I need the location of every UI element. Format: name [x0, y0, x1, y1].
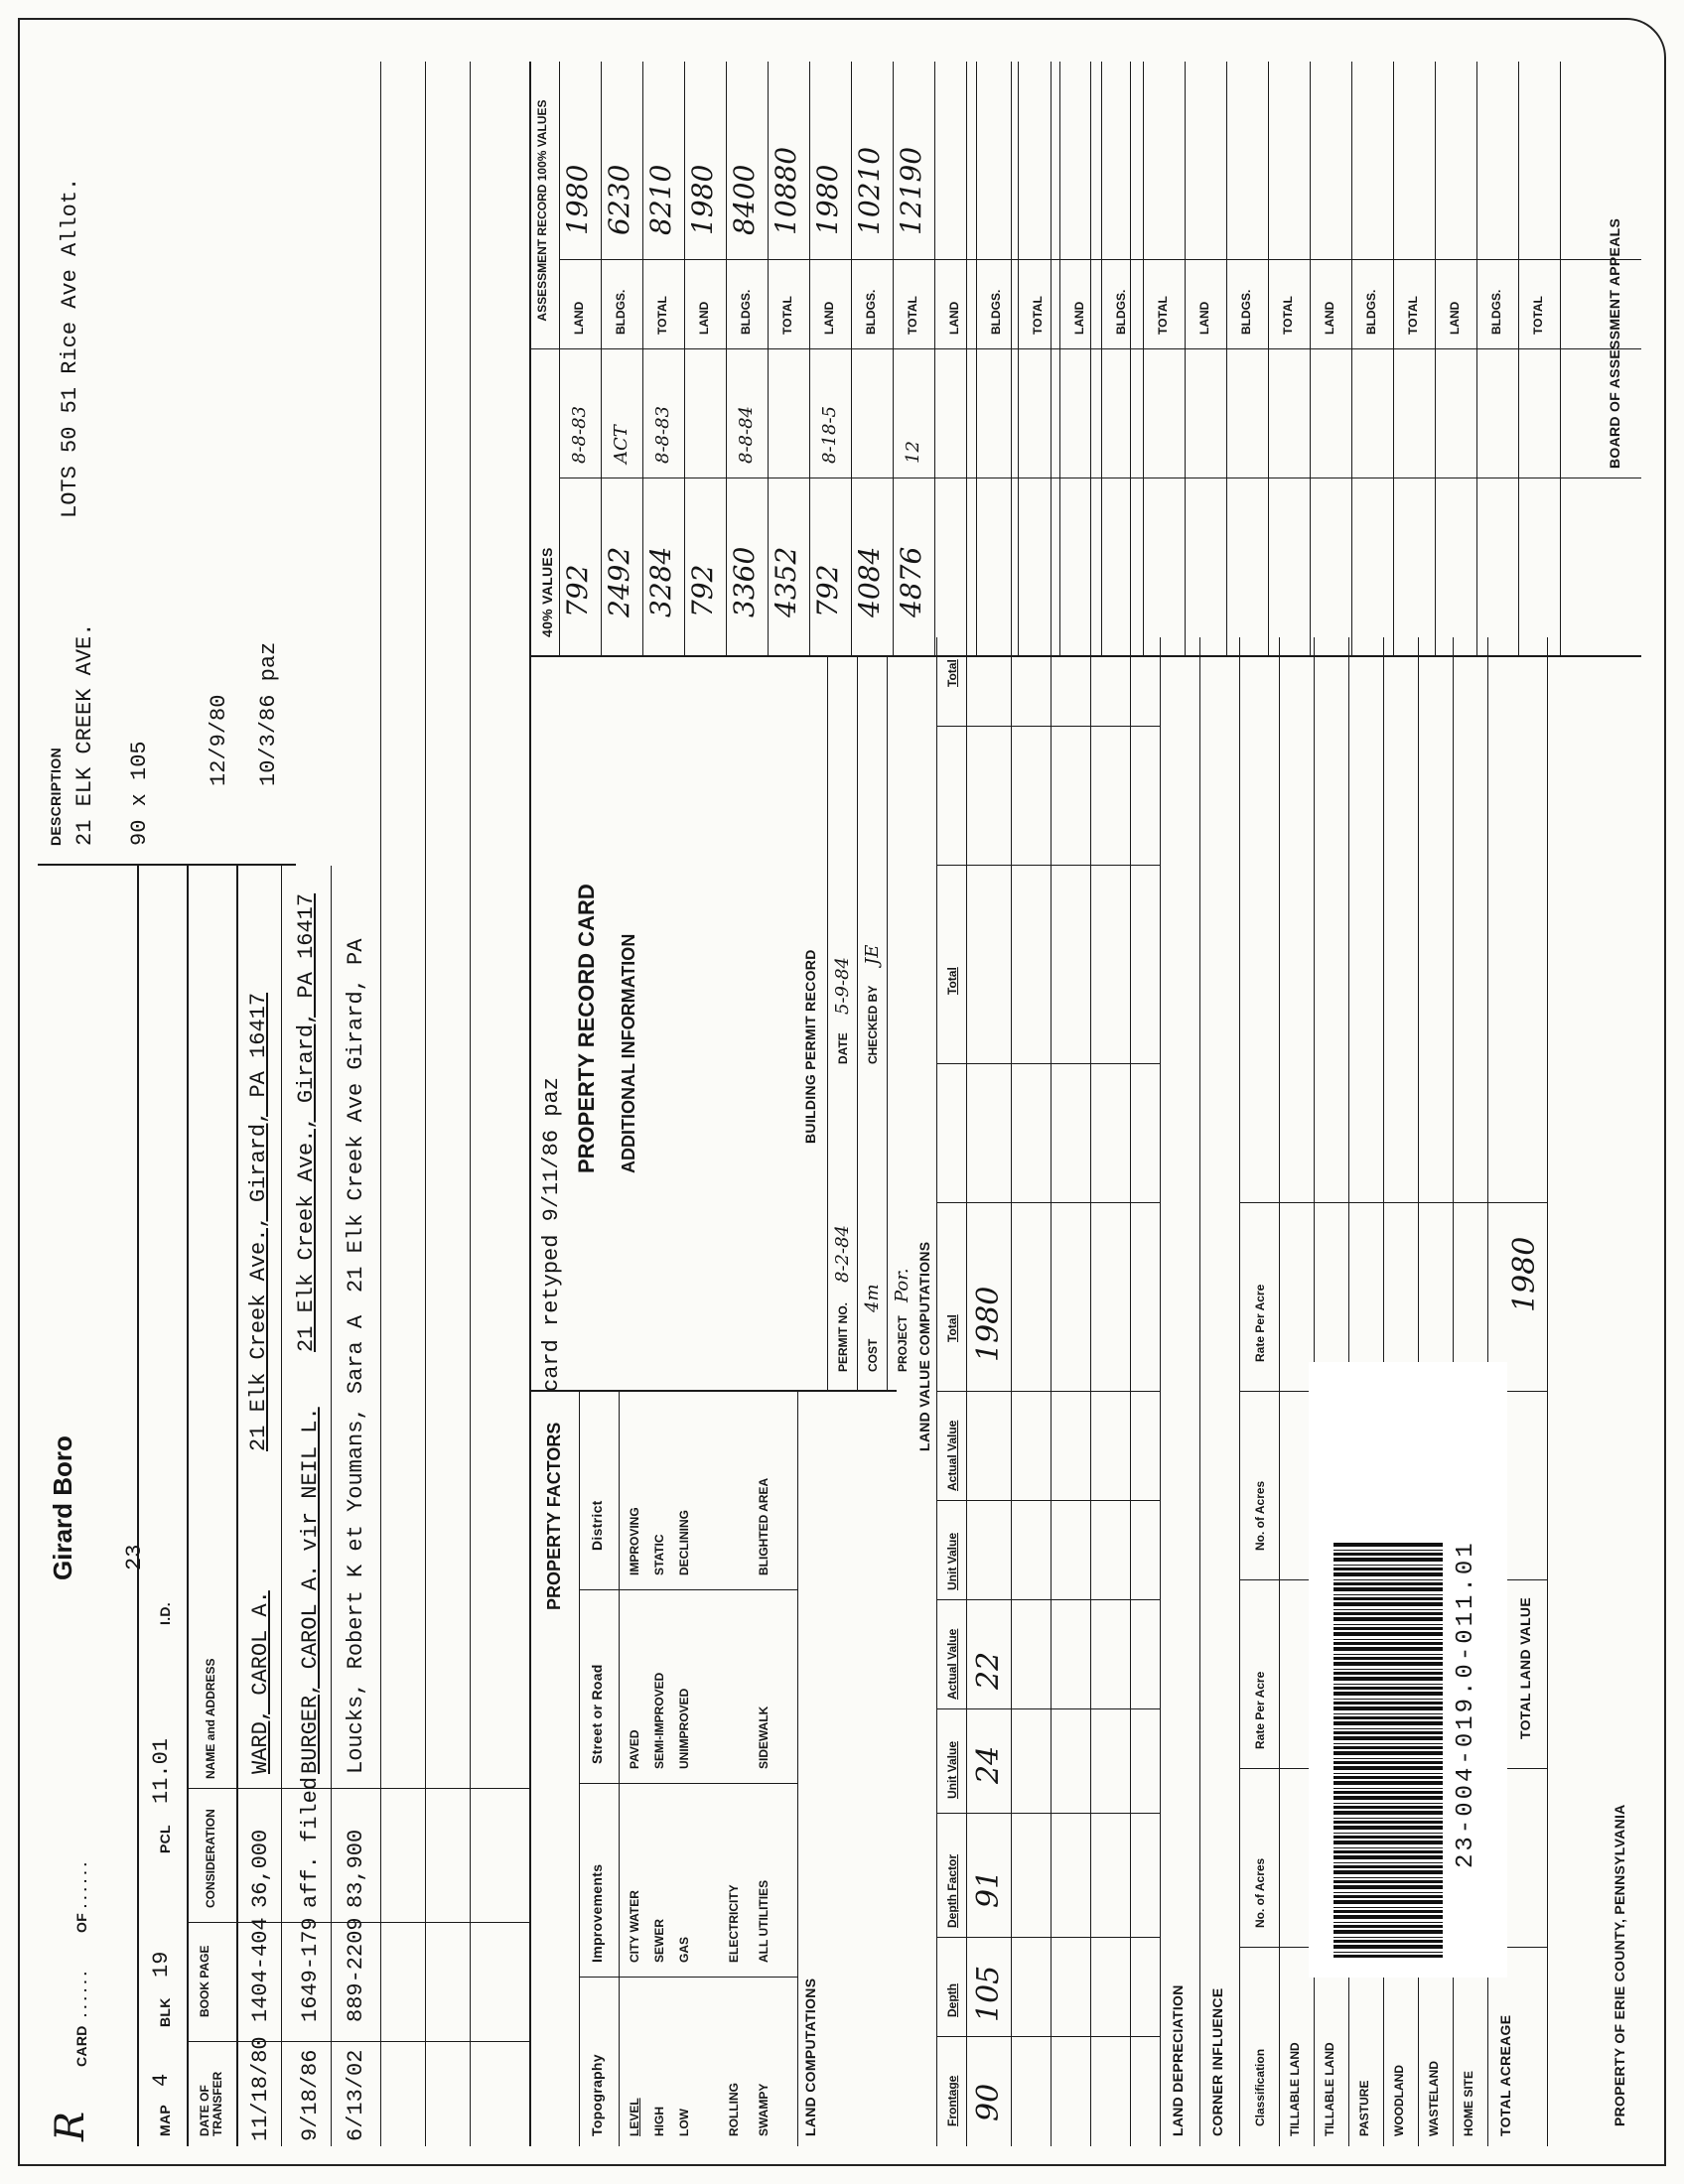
permit-no-label: PERMIT NO. [836, 1301, 850, 1372]
retyped-note: card retyped 9/11/86 paz [539, 1077, 564, 1392]
assessment-row-label: TOTAL [1156, 296, 1170, 335]
value100-cell: 1980 [811, 164, 844, 235]
additional-info: ADDITIONAL INFORMATION [619, 933, 638, 1173]
value40-cell: 2492 [603, 546, 635, 617]
assessment-row-line [726, 62, 727, 657]
transfer-name-1: WARD, CAROL A. [248, 1590, 273, 1774]
of-label: OF [73, 1912, 89, 1933]
assessment-row-label: BLDGS. [1489, 289, 1503, 335]
pcl-label: PCL [157, 1825, 173, 1853]
blk-label: BLK [157, 1997, 173, 2027]
assessment-row-line [1351, 62, 1352, 657]
assessment-row-label: LAND [1448, 301, 1462, 335]
assessment-row-label: TOTAL [1531, 296, 1545, 335]
footer-right: BOARD OF ASSESSMENT APPEALS [1607, 217, 1622, 469]
assessment-row-label: LAND [1323, 301, 1336, 335]
transfer-address-3: 21 Elk Creek Ave Girard, PA [344, 938, 368, 1293]
total-acreage: TOTAL ACREAGE [1497, 2014, 1513, 2136]
record-card-title: PROPERTY RECORD CARD [574, 884, 599, 1173]
col-district: District [589, 1500, 605, 1551]
pcl-value: 11.01 [149, 1737, 174, 1804]
corner-influence-title: CORNER INFLUENCE [1209, 1987, 1225, 2136]
assessment-row-line [1310, 62, 1311, 657]
district-blighted: BLIGHTED AREA [757, 1477, 771, 1575]
total-land-value-label: TOTAL LAND VALUE [1517, 1597, 1533, 1739]
col-classification: Classification [1253, 2048, 1267, 2126]
assessment-row-line [1018, 62, 1019, 657]
col-consideration: CONSIDERATION [204, 1809, 217, 1908]
cost-label: COST [866, 1338, 880, 1372]
assessment-row-line [851, 62, 852, 657]
district-declining: DECLINING [677, 1510, 691, 1575]
assessment-row-label: BLDGS. [1364, 289, 1378, 335]
transfer-note-1: 12/9/80 [207, 694, 231, 786]
col-frontage: Frontage [945, 2075, 959, 2126]
permit-no-value: 8-2-84 [832, 1225, 853, 1283]
assessment-row-line [1185, 62, 1186, 657]
transfer-date-2: 9/18/86 [298, 2049, 323, 2141]
col-total-3: Total [945, 659, 959, 687]
actual-value-value: 22 [971, 1651, 1006, 1690]
assessment-row-label: BLDGS. [1239, 289, 1253, 335]
col-actual-value-2: Actual Value [945, 1420, 959, 1491]
description-line2: 90 x 105 [127, 741, 152, 846]
assessment-row-line [601, 62, 602, 657]
assessment-row-line [1226, 62, 1227, 657]
lvc-total-value: 1980 [971, 1286, 1006, 1362]
col-no-acres-2: No. of Acres [1253, 1480, 1267, 1551]
col-street: Street or Road [589, 1664, 605, 1764]
topo-low: LOW [677, 2109, 691, 2136]
value40-cell: 4084 [853, 546, 886, 617]
property-record-card [18, 18, 1666, 2166]
land-value-computations-title: LAND VALUE COMPUTATIONS [916, 1241, 932, 1451]
description-lots: LOTS 50 51 Rice Ave Allot. [58, 177, 82, 518]
depth-value: 105 [971, 1965, 1006, 2022]
of-dots: . . . . . . [73, 1861, 89, 1908]
col-rate-2: Rate Per Acre [1253, 1284, 1267, 1362]
corner-mark: R [48, 2111, 93, 2141]
class-tillable-2: TILLABLE LAND [1323, 2042, 1336, 2136]
transfer-consideration-1: 36,000 [248, 1829, 273, 1908]
district-static: STATIC [652, 1534, 666, 1575]
assessment-row-line [809, 62, 810, 657]
assessment-row-label: LAND [572, 301, 586, 335]
parcel-barcode [1333, 1541, 1443, 1958]
col-rate-1: Rate Per Acre [1253, 1671, 1267, 1749]
card-dots: . . . . . . [73, 1971, 89, 2017]
assessment-row-line [1101, 62, 1102, 657]
assessment-row-label: BLDGS. [739, 289, 753, 335]
assessment-date-cell: 8-8-84 [736, 406, 757, 464]
col-depth-factor: Depth Factor [945, 1853, 959, 1928]
value100-cell: 6230 [603, 164, 635, 235]
assessment-date-cell: 12 [903, 441, 923, 464]
assessment-row-label: TOTAL [1406, 296, 1420, 335]
assessment-row-line [768, 62, 769, 657]
card-label: CARD [73, 2025, 89, 2067]
assessment-row-label: LAND [947, 301, 961, 335]
assessment-row-line [684, 62, 685, 657]
assessment-date-cell: ACT [611, 425, 632, 464]
assessment-row-line [642, 62, 643, 657]
assessment-date-cell: 8-18-5 [819, 406, 840, 464]
transfer-address-2: 21 Elk Creek Ave., Girard, PA 16417 [294, 892, 319, 1352]
cost-value: 4m [862, 1284, 883, 1312]
class-pasture: PASTURE [1357, 2080, 1371, 2136]
col-unit-value-1: Unit Value [945, 1740, 959, 1799]
impr-city-water: CITY WATER [628, 1890, 641, 1963]
value40-cell: 792 [561, 564, 594, 617]
col-actual-value-1: Actual Value [945, 1628, 959, 1700]
total-land-value: 1980 [1507, 1236, 1542, 1312]
assessment-row-label: LAND [697, 301, 711, 335]
district-improving: IMPROVING [628, 1507, 641, 1575]
transfer-consideration-2: aff. filed [298, 1776, 323, 1908]
value100-cell: 1980 [561, 164, 594, 235]
date-value: 5-9-84 [832, 957, 853, 1015]
col-topography: Topography [589, 2054, 605, 2136]
topo-swampy: SWAMPY [757, 2083, 771, 2136]
col-total-1: Total [945, 1314, 959, 1342]
values40-label: 40% VALUES [539, 547, 555, 637]
col-book-page: BOOK PAGE [198, 1945, 211, 2017]
assessment-row-label: BLDGS. [864, 289, 878, 335]
class-wasteland: WASTELAND [1427, 2061, 1441, 2136]
value100-cell: 1980 [686, 164, 719, 235]
id-value: 23 [122, 1544, 147, 1570]
col-no-acres-1: No. of Acres [1253, 1857, 1267, 1928]
topo-rolling: ROLLING [727, 2083, 741, 2136]
footer-left: PROPERTY OF ERIE COUNTY, PENNSYLVANIA [1612, 1804, 1627, 2126]
assessment-row-line [1393, 62, 1394, 657]
assessment-row-label: BLDGS. [614, 289, 628, 335]
transfer-date-1: 11/18/80 [248, 2036, 273, 2141]
class-tillable-1: TILLABLE LAND [1288, 2042, 1302, 2136]
map-value: 4 [149, 2073, 174, 2087]
checked-value: JE [862, 944, 883, 965]
col-unit-value-2: Unit Value [945, 1532, 959, 1590]
value100-cell: 8400 [728, 164, 761, 235]
description-label: DESCRIPTION [48, 748, 64, 846]
land-depreciation-title: LAND DEPRECIATION [1170, 1984, 1186, 2136]
col-name-address: NAME and ADDRESS [204, 1658, 217, 1779]
impr-sewer: SEWER [652, 1918, 666, 1963]
transfer-name-3: Loucks, Robert K et Youmans, Sara A [344, 1314, 368, 1774]
value40-cell: 3284 [644, 546, 677, 617]
value40-cell: 4352 [770, 546, 802, 617]
assessment-row-line [1435, 62, 1436, 657]
street-sidewalk: SIDEWALK [757, 1706, 771, 1769]
assessment-row-line [934, 62, 935, 657]
assessment-row-label: LAND [1197, 301, 1211, 335]
value40-cell: 4876 [895, 546, 927, 617]
id-label: I.D. [157, 1602, 173, 1625]
class-woodland: WOODLAND [1392, 2065, 1406, 2136]
assessment-row-label: TOTAL [906, 296, 919, 335]
impr-electricity: ELECTRICITY [727, 1884, 741, 1963]
checked-label: CHECKED BY [866, 985, 880, 1064]
project-label: PROJECT [896, 1315, 910, 1372]
assessment-row-line [1476, 62, 1477, 657]
value100-cell: 8210 [644, 164, 677, 235]
unit-value-value: 24 [971, 1745, 1006, 1784]
impr-gas: GAS [677, 1936, 691, 1963]
assessment-row-label: TOTAL [1031, 296, 1045, 335]
assessment-row-label: LAND [822, 301, 836, 335]
assessment-date-cell: 8-8-83 [652, 406, 673, 464]
transfer-book-3: 889-2209 [344, 1917, 368, 2022]
value40-cell: 792 [686, 564, 719, 617]
values100-label: ASSESSMENT RECORD 100% VALUES [535, 99, 549, 322]
transfer-book-1: 1404-404 [248, 1917, 273, 2022]
land-computations-title: LAND COMPUTATIONS [802, 1978, 818, 2136]
property-factors-title: PROPERTY FACTORS [544, 1422, 564, 1610]
card-rotated-content [18, 18, 1666, 2166]
value40-cell: 792 [811, 564, 844, 617]
impr-all-utilities: ALL UTILITIES [757, 1879, 771, 1963]
class-home-site: HOME SITE [1462, 2070, 1475, 2136]
assessment-row-label: BLDGS. [989, 289, 1003, 335]
value100-cell: 10210 [853, 146, 886, 235]
topo-level: LEVEL [628, 2098, 641, 2136]
value100-cell: 12190 [895, 146, 927, 235]
map-label: MAP [157, 2104, 173, 2136]
depth-factor-value: 91 [971, 1869, 1006, 1908]
transfer-consideration-3: 83,900 [344, 1829, 368, 1908]
assessment-row-line [1059, 62, 1060, 657]
assessment-date-cell: 8-8-83 [569, 406, 590, 464]
assessment-row-label: TOTAL [1281, 296, 1295, 335]
assessment-row-label: BLDGS. [1114, 289, 1128, 335]
description-line1: 21 ELK CREEK AVE. [72, 622, 97, 846]
assessment-row-label: LAND [1072, 301, 1086, 335]
col-date-of-transfer: DATE OF TRANSFER [198, 2071, 224, 2136]
frontage-value: 90 [971, 2083, 1006, 2121]
transfer-name-2: BURGER, CAROL A. vir NEIL L. [298, 1407, 323, 1774]
project-value: Por. [892, 1268, 912, 1302]
value40-cell: 3360 [728, 546, 761, 617]
permit-title: BUILDING PERMIT RECORD [802, 949, 818, 1144]
transfer-date-3: 6/13/02 [344, 2049, 368, 2141]
assessment-row-line [1560, 62, 1561, 657]
assessment-row-line [1518, 62, 1519, 657]
date-label: DATE [836, 1032, 850, 1064]
transfer-note-2: 10/3/86 paz [256, 641, 281, 786]
assessment-row-line [976, 62, 977, 657]
assessment-row-line [1143, 62, 1144, 657]
street-unimproved: UNIMPROVED [677, 1688, 691, 1769]
street-semi-improved: SEMI-IMPROVED [652, 1672, 666, 1769]
barcode-text: 23-004-019.0-011.01 [1453, 1540, 1479, 1868]
value100-cell: 10880 [770, 146, 802, 235]
transfer-book-2: 1649-179 [298, 1917, 323, 2022]
col-total-2: Total [945, 967, 959, 995]
blk-value: 19 [149, 1951, 174, 1978]
assessment-row-line [1268, 62, 1269, 657]
municipality: Girard Boro [48, 1435, 77, 1580]
assessment-row-label: TOTAL [655, 296, 669, 335]
assessment-row-line [893, 62, 894, 657]
col-depth: Depth [945, 1983, 959, 2017]
topo-high: HIGH [652, 2107, 666, 2136]
assessment-row-label: TOTAL [780, 296, 794, 335]
transfer-address-1: 21 Elk Creek Ave., Girard, PA 16417 [246, 992, 271, 1451]
col-improvements: Improvements [589, 1863, 605, 1963]
street-paved: PAVED [628, 1729, 641, 1769]
